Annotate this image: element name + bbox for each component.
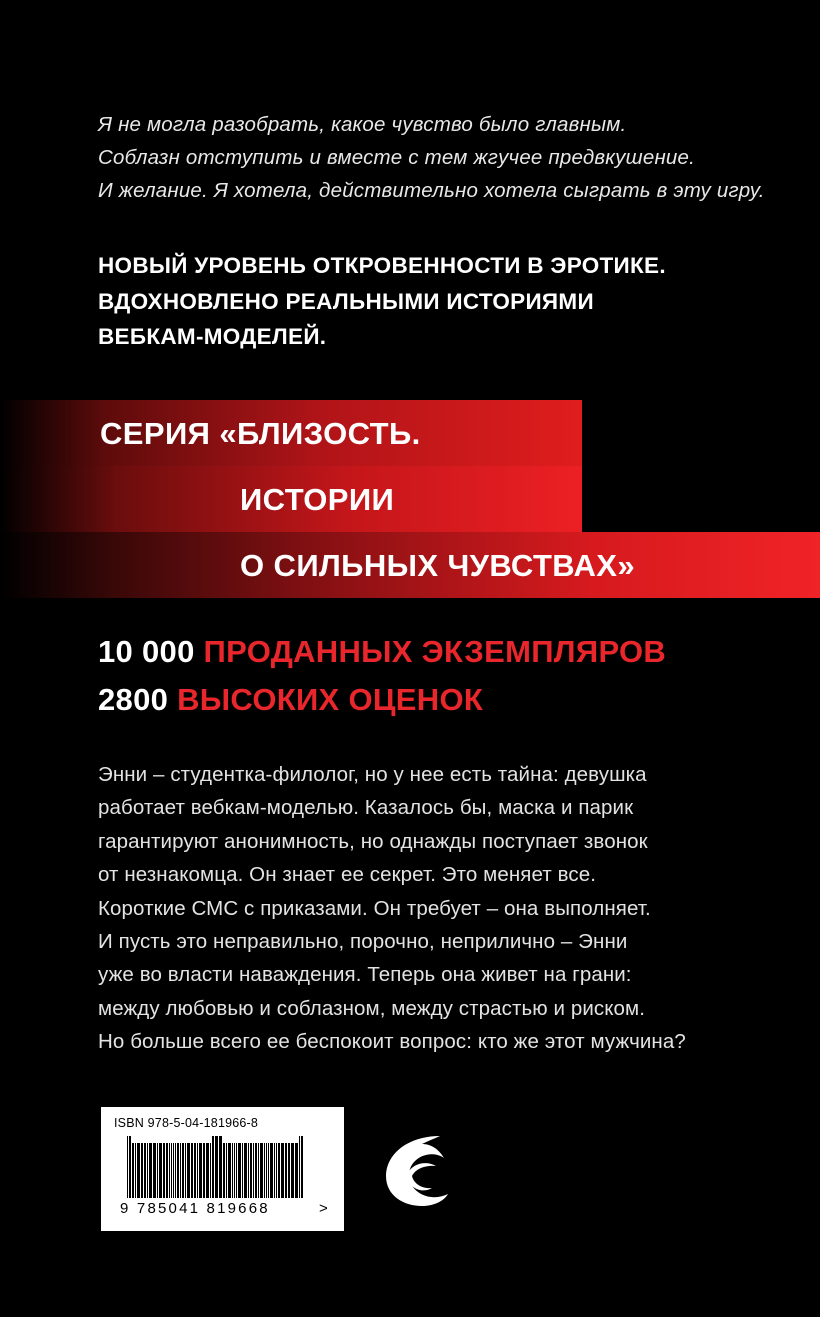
barcode-bar xyxy=(295,1143,298,1198)
barcode-bar xyxy=(127,1136,128,1198)
barcode-bar xyxy=(180,1143,181,1198)
barcode-bar xyxy=(255,1143,257,1198)
barcode-bar xyxy=(166,1143,168,1198)
barcode-bar xyxy=(187,1143,190,1198)
isbn-barcode-box xyxy=(101,1107,344,1231)
barcode-bar xyxy=(149,1143,152,1198)
sales-stats xyxy=(98,628,778,724)
barcode-bar xyxy=(153,1143,156,1198)
tagline-block xyxy=(98,248,738,355)
epigraph-line-2: Соблазн отступить и вместе с тем жгучее предвкушение. xyxy=(98,146,696,170)
barcode-bar xyxy=(206,1143,209,1198)
isbn-label: ISBN 978-5-04-181966-8 xyxy=(114,1116,259,1130)
barcode-bar xyxy=(291,1143,294,1198)
epigraph-block xyxy=(98,108,765,208)
barcode-bar xyxy=(266,1143,267,1198)
barcode-icon xyxy=(127,1136,327,1198)
annotation-line-4: от незнакомца. Он знает ее секрет. Это меняет все. xyxy=(98,863,597,887)
annotation-line-1: Энни – студентка-филолог, но у нее есть тайна: девушка xyxy=(98,763,647,786)
series-line-3: О СИЛЬНЫХ ЧУВСТВАХ» xyxy=(240,548,636,583)
series-banner xyxy=(0,400,820,600)
barcode-bar xyxy=(197,1143,198,1198)
annotation-line-3: гарантируют анонимность, но однажды поступает звонок xyxy=(98,829,648,853)
barcode-bar xyxy=(250,1143,252,1198)
annotation-line-2: работает вебкам-моделью. Казалось бы, маска и парик xyxy=(98,796,634,820)
barcode-bar xyxy=(141,1143,143,1198)
annotation-line-6: И пусть это неправильно, порочно, неприлично – Энни xyxy=(98,930,628,954)
barcode-bar xyxy=(281,1143,284,1198)
barcode-bar xyxy=(258,1143,259,1198)
barcode-bar xyxy=(299,1136,300,1198)
tagline-line-3: ВЕБКАМ-МОДЕЛЕЙ. xyxy=(98,324,327,350)
barcode-bar xyxy=(234,1143,235,1198)
barcode-bar xyxy=(185,1143,186,1198)
barcode-bar xyxy=(194,1143,196,1198)
barcode-bar xyxy=(169,1143,170,1198)
barcode-bar xyxy=(232,1143,233,1198)
annotation-line-8: между любовью и соблазном, между страстью и риском. xyxy=(98,996,646,1020)
barcode-bar xyxy=(276,1143,277,1198)
barcode-bar xyxy=(226,1143,227,1198)
stat-ratings-label: ВЫСОКИХ ОЦЕНОК xyxy=(177,682,484,718)
barcode-bar xyxy=(157,1143,158,1198)
epigraph-line-3: И желание. Я хотела, действительно хотела сыграть в эту игру. xyxy=(98,179,765,203)
barcode-bar xyxy=(199,1143,202,1198)
barcode-bar xyxy=(132,1143,134,1198)
barcode-bar xyxy=(253,1143,254,1198)
barcode-bar xyxy=(173,1143,174,1198)
stat-copies-label: ПРОДАННЫХ ЭКЗЕМПЛЯРОВ xyxy=(203,634,667,669)
barcode-bar xyxy=(301,1136,303,1198)
barcode-bar xyxy=(159,1143,162,1198)
barcode-bar xyxy=(144,1143,146,1198)
barcode-bar xyxy=(210,1143,211,1198)
isbn-digits: 9 785041 819668 > xyxy=(120,1200,330,1217)
barcode-bar xyxy=(191,1143,193,1198)
stat-ratings-number: 2800 xyxy=(98,682,169,718)
annotation-block xyxy=(98,758,746,1059)
barcode-bar xyxy=(203,1143,205,1198)
stat-copies xyxy=(98,628,778,676)
tagline-line-1: НОВЫЙ УРОВЕНЬ ОТКРОВЕННОСТИ В ЭРОТИКЕ. xyxy=(98,253,666,278)
barcode-bar xyxy=(219,1136,222,1198)
series-line-1: СЕРИЯ «БЛИЗОСТЬ. xyxy=(100,416,421,451)
epigraph-line-1: Я не могла разобрать, какое чувство было главным. xyxy=(98,113,627,136)
barcode-bar xyxy=(147,1143,148,1198)
barcode-bar xyxy=(171,1143,172,1198)
barcode-bar xyxy=(175,1143,176,1198)
stat-ratings xyxy=(98,676,778,724)
barcode-bar xyxy=(163,1143,165,1198)
barcode-bar xyxy=(135,1143,136,1198)
barcode-bar xyxy=(248,1143,249,1198)
barcode-bar xyxy=(137,1143,140,1198)
barcode-bar xyxy=(223,1143,225,1198)
barcode-bar xyxy=(264,1143,265,1198)
stat-copies-number: 10 000 xyxy=(98,634,195,669)
barcode-bar xyxy=(236,1143,237,1198)
annotation-line-9: Но больше всего ее беспокоит вопрос: кто же этот мужчина? xyxy=(98,1030,686,1054)
barcode-bar xyxy=(288,1143,290,1198)
barcode-bar xyxy=(129,1136,131,1198)
barcode-bar xyxy=(238,1143,241,1198)
barcode-bar xyxy=(278,1143,280,1198)
barcode-bar xyxy=(228,1143,231,1198)
barcode-bar xyxy=(285,1143,287,1198)
barcode-bar xyxy=(260,1143,263,1198)
barcode-bar xyxy=(177,1143,179,1198)
publisher-logo xyxy=(378,1126,456,1212)
tagline-line-2: ВДОХНОВЛЕНО РЕАЛЬНЫМИ ИСТОРИЯМИ xyxy=(98,288,594,314)
barcode-bar xyxy=(268,1143,269,1198)
barcode-bar xyxy=(244,1143,247,1198)
barcode-bar xyxy=(242,1143,243,1198)
annotation-line-5: Короткие СМС с приказами. Он требует – она выполняет. xyxy=(98,896,651,920)
barcode-bar xyxy=(215,1136,218,1198)
barcode-bar xyxy=(182,1143,184,1198)
barcode-bar xyxy=(274,1143,275,1198)
annotation-line-7: уже во власти наваждения. Теперь она живет на грани: xyxy=(98,963,632,987)
barcode-bar xyxy=(212,1136,214,1198)
series-line-2: ИСТОРИИ xyxy=(240,482,395,517)
barcode-bar xyxy=(270,1143,273,1198)
